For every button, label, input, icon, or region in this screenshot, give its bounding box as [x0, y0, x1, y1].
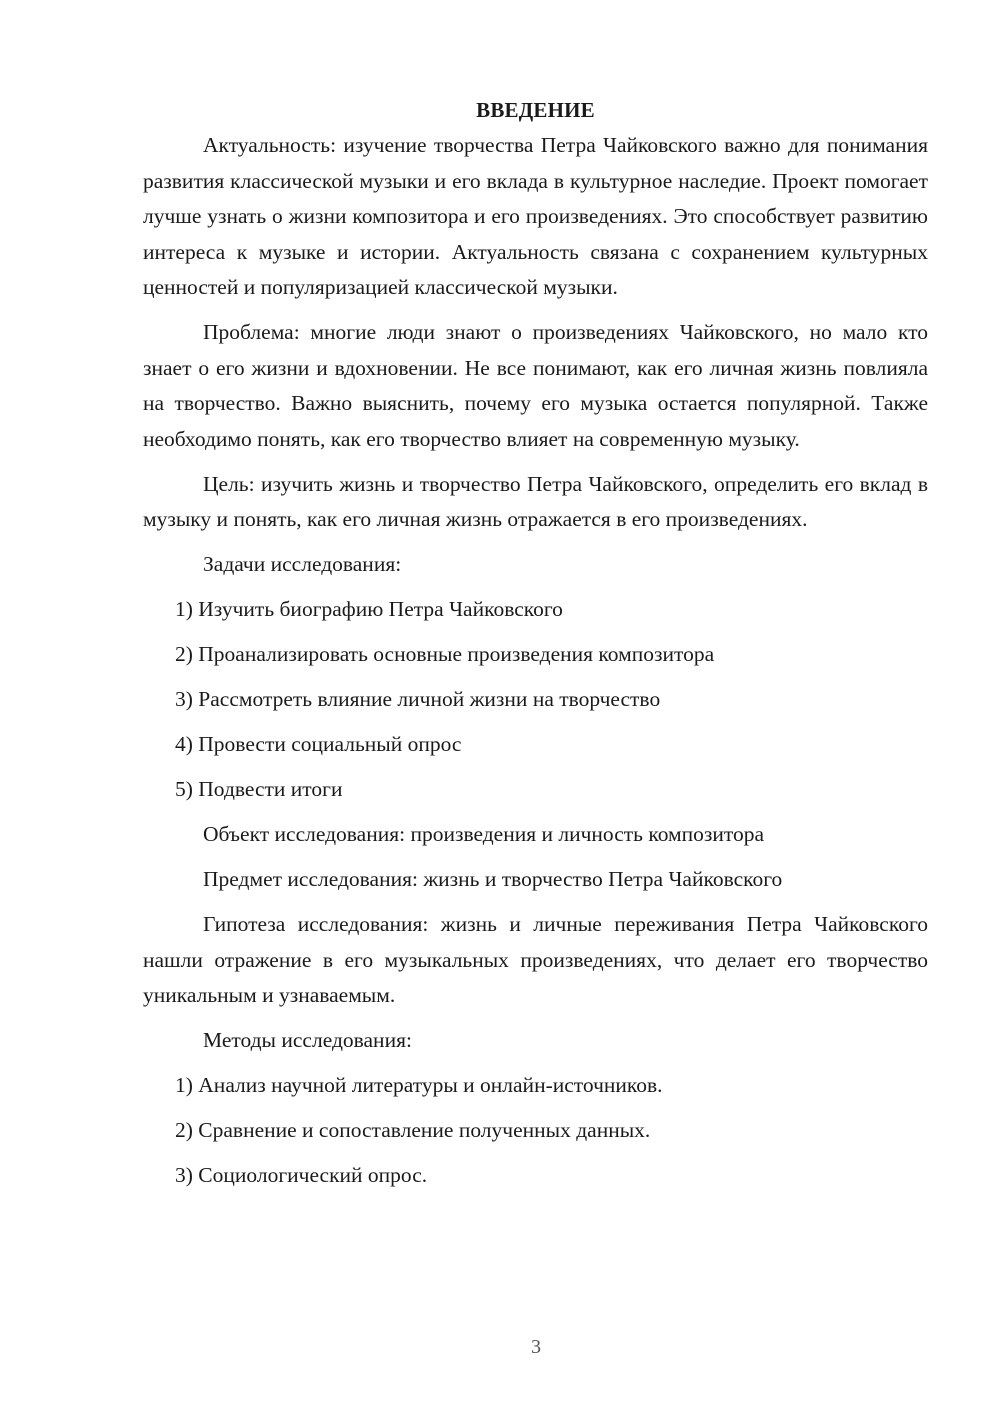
problem-paragraph: Проблема: многие люди знают о произведениях Чайковского, но мало кто знает о его жизни и вдохновении. Не все понимают, как его личная жизнь повлияла на творчество. Важно выяснить, почему его музыка остается популярной. Также необходимо понять, как его творчество влияет на современную музыку. [143, 320, 928, 451]
method-item: 2) Сравнение и сопоставление полученных данных. [175, 1118, 651, 1142]
research-subject: Предмет исследования: жизнь и творчество Петра Чайковского [203, 867, 783, 891]
task-item: 1) Изучить биографию Петра Чайковского [175, 597, 563, 621]
task-item: 4) Провести социальный опрос [175, 732, 462, 756]
task-item: 5) Подвести итоги [175, 777, 343, 801]
methods-label: Методы исследования: [203, 1028, 412, 1052]
hypothesis-paragraph: Гипотеза исследования: жизнь и личные переживания Петра Чайковского нашли отражение в его музыкальных произведениях, что делает его творчество уникальным и узнаваемым. [143, 912, 928, 1007]
method-item: 1) Анализ научной литературы и онлайн-источников. [175, 1073, 663, 1097]
task-item: 2) Проанализировать основные произведения композитора [175, 642, 715, 666]
task-item: 3) Рассмотреть влияние личной жизни на творчество [175, 687, 661, 711]
relevance-paragraph: Актуальность: изучение творчества Петра Чайковского важно для понимания развития классической музыки и его вклада в культурное наследие. Проект помогает лучше узнать о жизни композитора и его произведениях. Это способствует развитию интереса к музыке и истории. Актуальность связана с сохранением культурных ценностей и популяризацией классической музыки. [143, 133, 928, 299]
method-item: 3) Социологический опрос. [175, 1163, 428, 1187]
tasks-label: Задачи исследования: [203, 552, 402, 576]
document-page [143, 95, 928, 1203]
section-heading: ВВЕДЕНИЕ [476, 98, 595, 122]
research-object: Объект исследования: произведения и личность композитора [203, 822, 765, 846]
page-number: 3 [531, 1336, 541, 1358]
goal-paragraph: Цель: изучить жизнь и творчество Петра Чайковского, определить его вклад в музыку и понять, как его личная жизнь отражается в его произведениях. [143, 471, 928, 531]
